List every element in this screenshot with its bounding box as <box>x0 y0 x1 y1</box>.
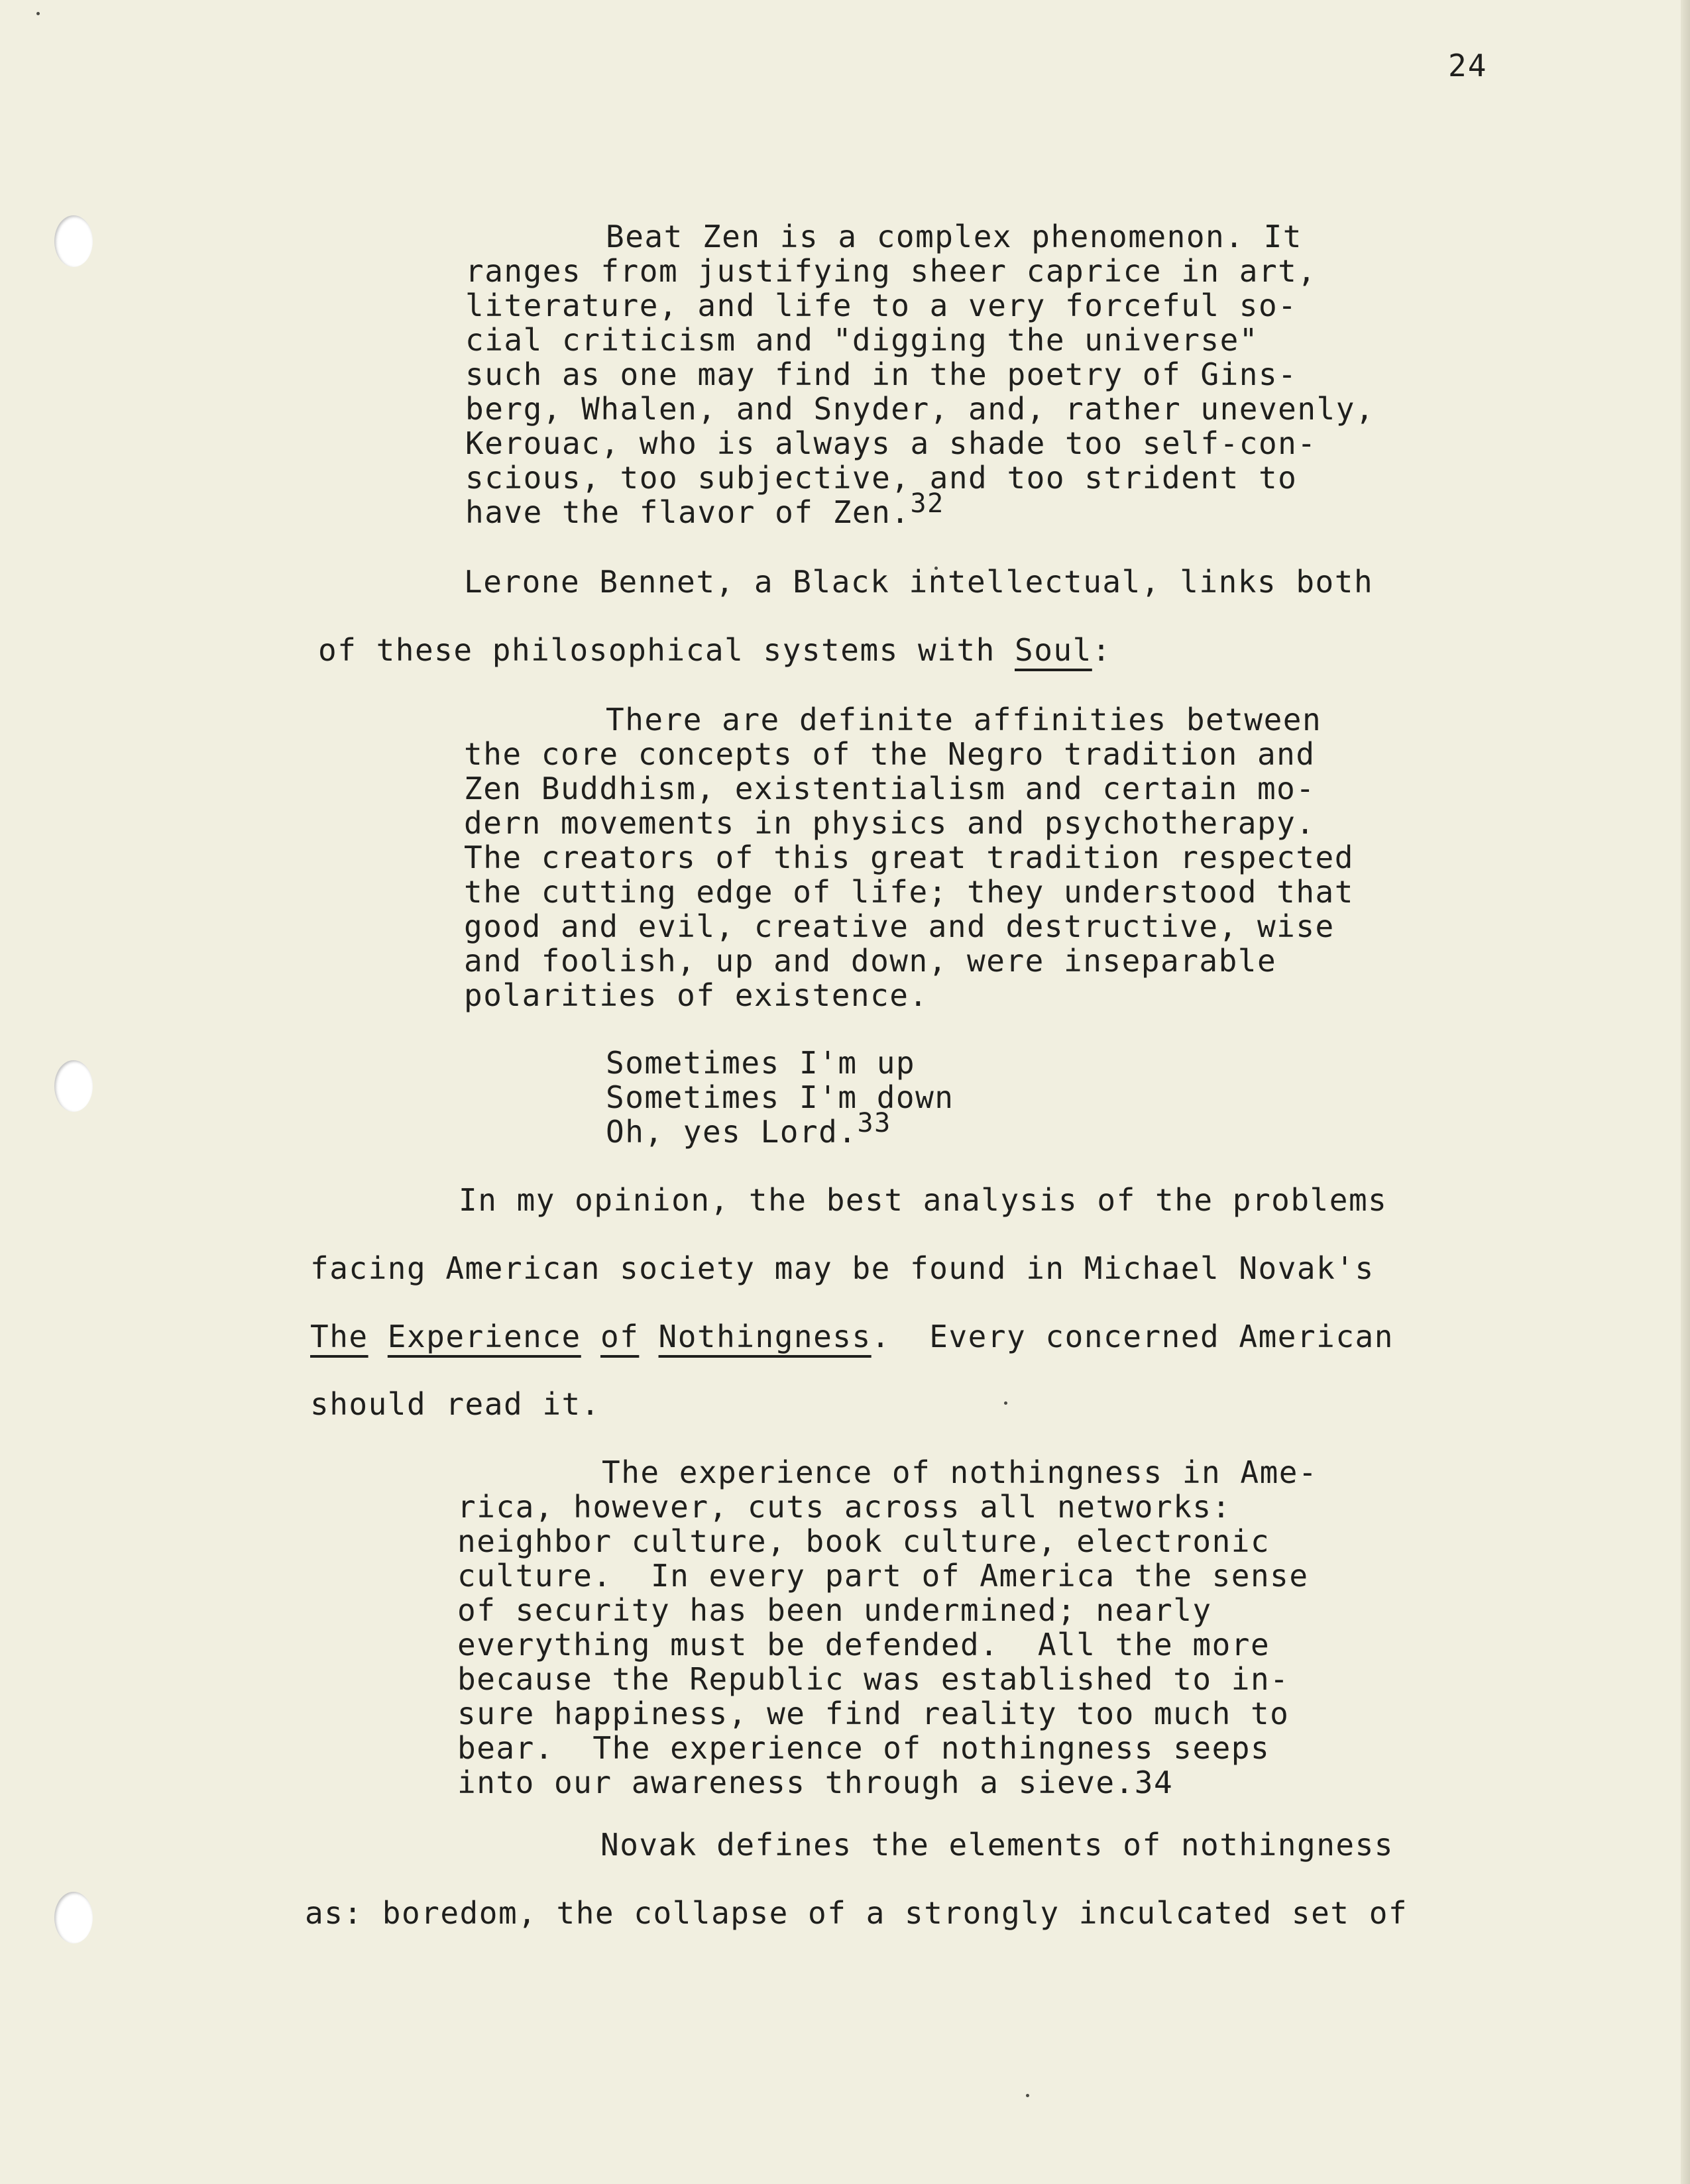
quote-novak-line: rica, however, cuts across all networks: <box>457 1489 1231 1525</box>
footnote-marker-32: 32 <box>910 488 944 519</box>
verse-last-text: Oh, yes Lord. <box>606 1114 858 1150</box>
para-lerone-line <box>318 633 1111 667</box>
para-lerone-text: of these philosophical systems with <box>318 632 1015 668</box>
quote-novak-line: everything must be defended. All the more <box>457 1627 1270 1663</box>
book-title-word: The <box>310 1319 368 1354</box>
quote-beat-zen-line: cial criticism and "digging the universe" <box>465 322 1259 358</box>
para-novak-line: In my opinion, the best analysis of the problems <box>459 1182 1388 1218</box>
quote-novak-line: bear. The experience of nothingness seeps <box>457 1730 1270 1766</box>
verse-line: Sometimes I'm down <box>606 1079 954 1115</box>
quote-bennet-line: the cutting edge of life; they understood that <box>464 874 1354 910</box>
quote-beat-zen-line: literature, and life to a very forceful so- <box>465 288 1298 323</box>
quote-beat-zen-line: ranges from justifying sheer caprice in art, <box>465 253 1317 289</box>
quote-beat-zen-line: such as one may find in the poetry of Gins- <box>465 356 1298 392</box>
para-novak-line: facing American society may be found in Michael Novak's <box>310 1250 1375 1286</box>
quote-bennet-line: The creators of this great tradition respected <box>464 840 1354 875</box>
quote-beat-zen-line <box>465 488 944 531</box>
quote-bennet-line: good and evil, creative and destructive, wise <box>464 908 1335 944</box>
footnote-marker-33: 33 <box>857 1108 891 1138</box>
verse-line: Sometimes I'm up <box>606 1045 916 1081</box>
book-title-word: of <box>600 1319 640 1354</box>
quote-novak-line: sure happiness, we find reality too much to <box>457 1696 1290 1731</box>
page-edge-shadow <box>1681 0 1690 2184</box>
quote-bennet-line: dern movements in physics and psychotherapy. <box>464 805 1316 841</box>
quote-bennet-line: and foolish, up and down, were inseparable <box>464 943 1277 979</box>
paper-speck <box>1026 2094 1029 2097</box>
quote-bennet-line: Zen Buddhism, existentialism and certain mo- <box>464 771 1316 806</box>
binder-hole-middle <box>54 1060 93 1112</box>
paper-speck <box>1004 1401 1007 1405</box>
quote-novak-line: The experience of nothingness in Ame- <box>602 1454 1318 1490</box>
quote-beat-zen-line: berg, Whalen, and Snyder, and, rather unevenly, <box>465 391 1375 427</box>
paper-speck <box>36 12 40 15</box>
underlined-soul: Soul <box>1015 632 1092 668</box>
para-novak-text: . Every concerned American <box>871 1319 1394 1354</box>
para-lerone-colon: : <box>1092 632 1111 668</box>
quote-beat-zen-last-text: have the flavor of Zen. <box>465 494 911 530</box>
quote-novak-line: culture. In every part of America the sense <box>457 1558 1309 1594</box>
quote-bennet-line: polarities of existence. <box>464 977 929 1013</box>
quote-novak-line: into our awareness through a sieve.34 <box>457 1765 1174 1800</box>
page-number: 24 <box>1448 48 1488 83</box>
para-novak-line: should read it. <box>310 1386 600 1422</box>
book-title-word: Experience <box>387 1319 581 1354</box>
quote-beat-zen-line: Beat Zen is a complex phenomenon. It <box>606 219 1302 254</box>
quote-novak-line: of security has been undermined; nearly <box>457 1592 1212 1628</box>
book-title-word: Nothingness <box>658 1319 872 1354</box>
verse-line <box>606 1108 891 1151</box>
binder-hole-bottom <box>54 1892 93 1943</box>
quote-bennet-line: the core concepts of the Negro tradition and <box>464 736 1316 772</box>
para-lerone-line: Lerone Bennet, a Black intellectual, links both <box>464 564 1374 600</box>
para-elements-line: Novak defines the elements of nothingness <box>600 1827 1394 1863</box>
quote-novak-line: because the Republic was established to in- <box>457 1661 1290 1697</box>
quote-novak-line: neighbor culture, book culture, electronic <box>457 1523 1270 1559</box>
binder-hole-top <box>54 215 93 267</box>
para-elements-line: as: boredom, the collapse of a strongly inculcated set of <box>305 1895 1408 1931</box>
quote-beat-zen-line: Kerouac, who is always a shade too self-con- <box>465 425 1317 461</box>
quote-beat-zen-line: scious, too subjective, and too strident to <box>465 460 1298 496</box>
quote-bennet-line: There are definite affinities between <box>606 702 1322 737</box>
para-novak-line <box>310 1319 1394 1354</box>
